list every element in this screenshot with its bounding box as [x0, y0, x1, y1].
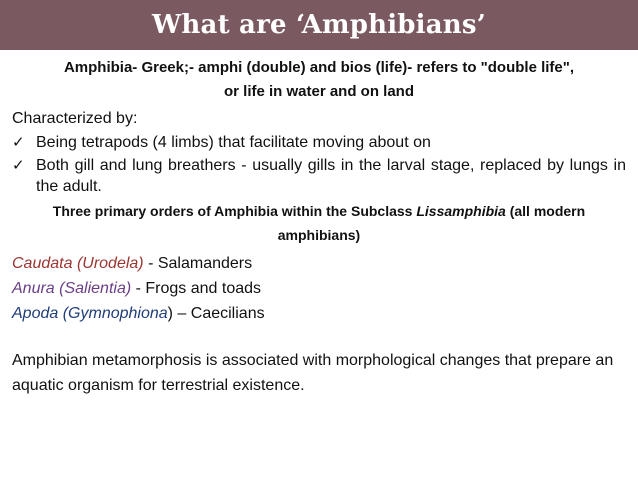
title-bar: [0, 0, 638, 50]
order-description: ) – Caecilians: [167, 305, 265, 322]
order-name: Anura (Salientia): [12, 280, 132, 297]
intro-line-1: Amphibia- Greek;- amphi (double) and bios (life)- refers to "double life",: [63, 59, 575, 76]
checkmark-icon: ✓: [12, 157, 25, 174]
orders-heading: [40, 199, 598, 247]
order-row-caudata: [12, 251, 626, 276]
list-item: [12, 132, 626, 153]
order-row-apoda: [12, 301, 626, 326]
orders-heading-part-1: Three primary orders of Amphibia within the Subclass: [52, 203, 417, 219]
checkmark-icon: ✓: [12, 134, 25, 151]
order-name: Apoda (Gymnophiona: [12, 305, 168, 322]
order-name: Caudata (Urodela): [12, 255, 144, 272]
order-row-anura: [12, 276, 626, 301]
characteristics-list: [12, 132, 626, 197]
slide-title: What are ‘Amphibians’: [152, 10, 486, 40]
intro-line-2: or life in water and on land: [223, 83, 415, 100]
closing-paragraph: Amphibian metamorphosis is associated with morphological changes that prepare an aquatic organism for terrestrial existence.: [12, 352, 614, 394]
characterized-label: Characterized by:: [12, 110, 138, 127]
order-description: - Salamanders: [143, 255, 253, 272]
orders-heading-part-2: (all modern amphibians): [277, 203, 586, 243]
list-item-text: Both gill and lung breathers - usually gills in the larval stage, replaced by lungs in the adult.: [36, 157, 626, 195]
list-item: [12, 155, 626, 197]
subclass-name: Lissamphibia: [416, 203, 506, 219]
orders-list: [12, 251, 626, 326]
slide-content: [0, 56, 638, 398]
list-item-text: Being tetrapods (4 limbs) that facilitate moving about on: [36, 134, 431, 151]
intro-text: [10, 56, 628, 104]
order-description: - Frogs and toads: [131, 280, 262, 297]
